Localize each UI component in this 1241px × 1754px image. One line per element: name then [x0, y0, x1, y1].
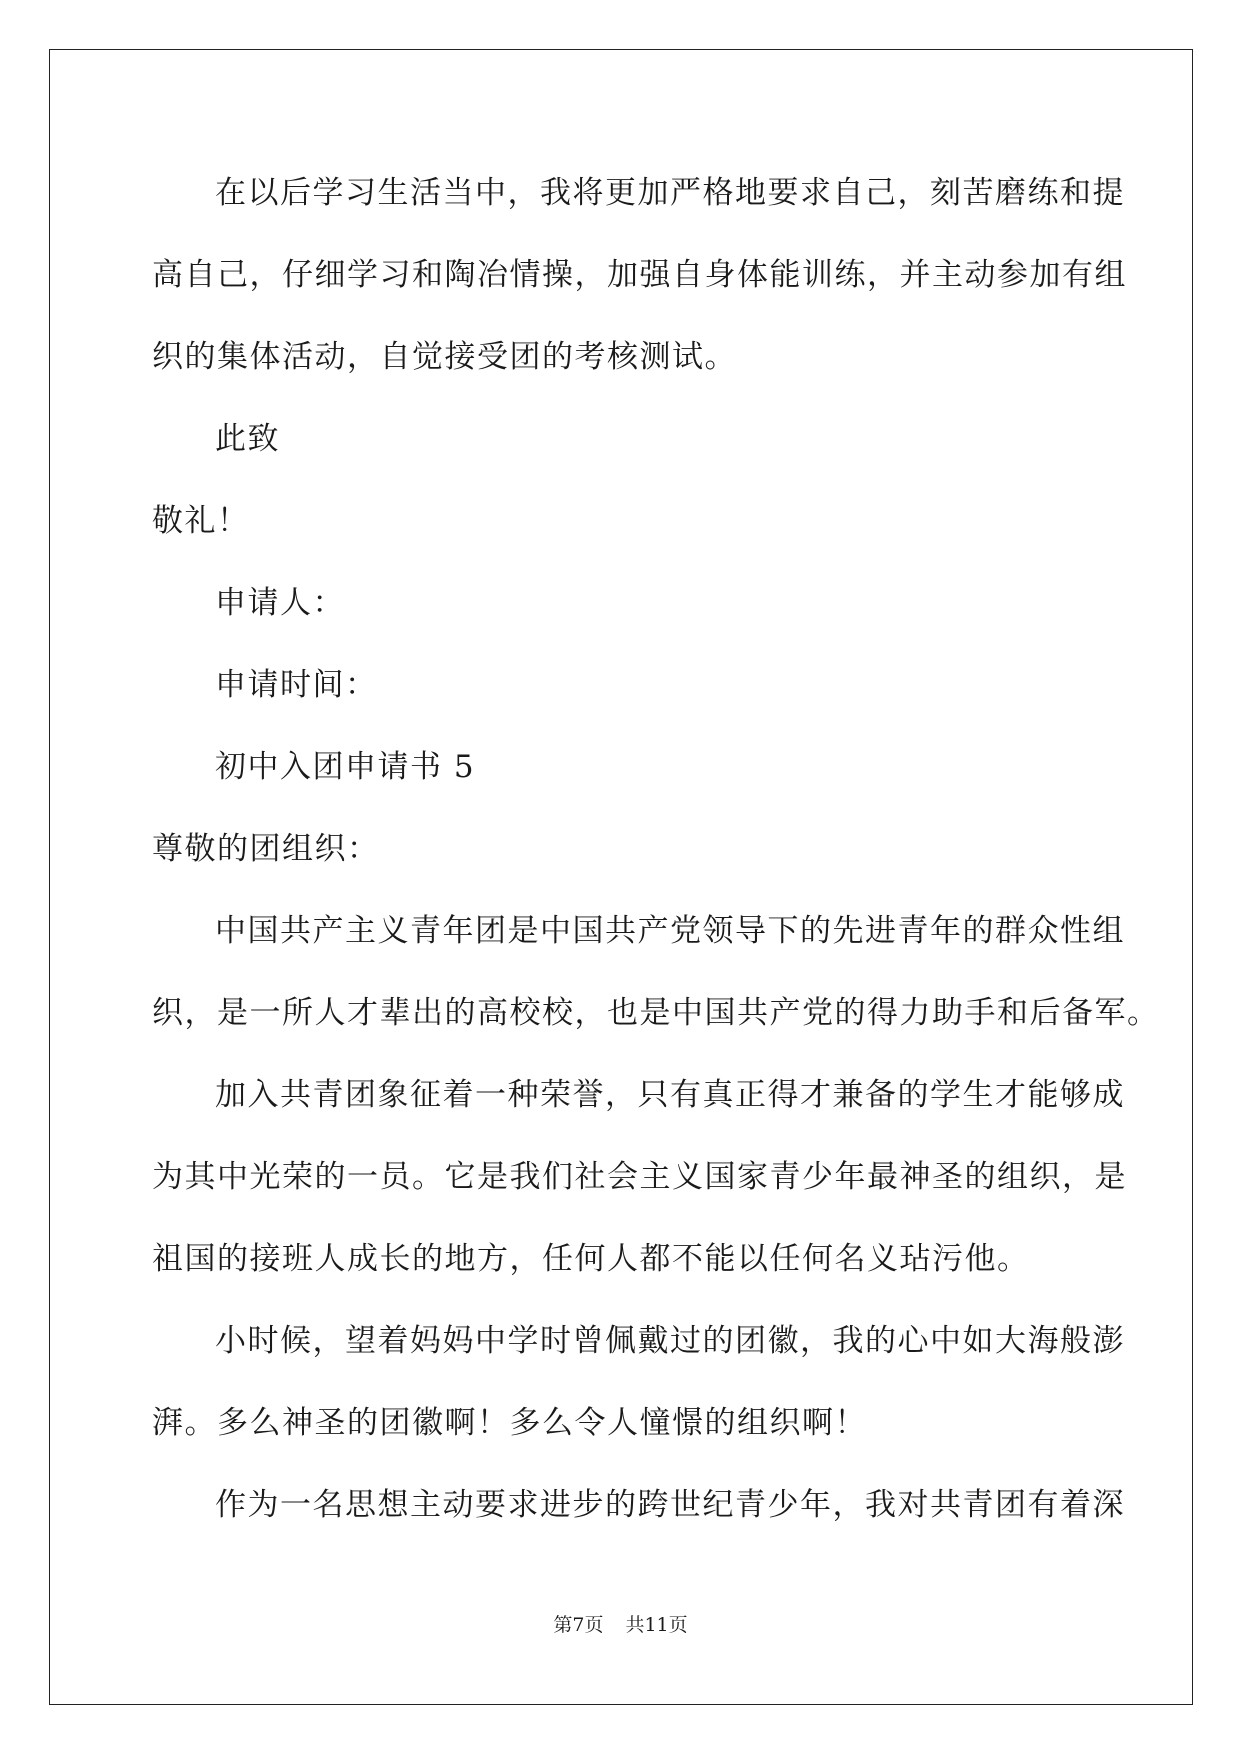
text-line: 在以后学习生活当中，我将更加严格地要求自己，刻苦磨练和提	[215, 175, 1125, 211]
text-line: 尊敬的团组织：	[152, 831, 380, 867]
text-line: 湃。多么神圣的团徽啊！多么令人憧憬的组织啊！	[152, 1405, 867, 1441]
page-footer	[0, 1610, 1241, 1637]
text-line: 敬礼！	[152, 503, 250, 539]
text-line: 申请时间：	[215, 667, 378, 703]
text-line: 织的集体活动，自觉接受团的考核测试。	[152, 339, 737, 375]
page-total: 共11页	[625, 1614, 688, 1636]
text-line: 织，是一所人才辈出的高校校，也是中国共产党的得力助手和后备军。	[152, 995, 1160, 1031]
text-line: 加入共青团象征着一种荣誉，只有真正得才兼备的学生才能够成	[215, 1077, 1125, 1113]
page-number: 第7页	[553, 1614, 604, 1636]
text-line: 祖国的接班人成长的地方，任何人都不能以任何名义玷污他。	[152, 1241, 1030, 1277]
text-line: 中国共产主义青年团是中国共产党领导下的先进青年的群众性组	[215, 913, 1125, 949]
text-line: 高自己，仔细学习和陶冶情操，加强自身体能训练，并主动参加有组	[152, 257, 1127, 293]
text-line: 初中入团申请书 5	[215, 749, 476, 785]
text-line: 申请人：	[215, 585, 345, 621]
document-body	[152, 152, 1160, 1546]
text-line: 此致	[215, 421, 280, 457]
text-line: 作为一名思想主动要求进步的跨世纪青少年，我对共青团有着深	[215, 1487, 1125, 1523]
text-line: 为其中光荣的一员。它是我们社会主义国家青少年最神圣的组织，是	[152, 1159, 1127, 1195]
text-line: 小时候，望着妈妈中学时曾佩戴过的团徽，我的心中如大海般澎	[215, 1323, 1125, 1359]
